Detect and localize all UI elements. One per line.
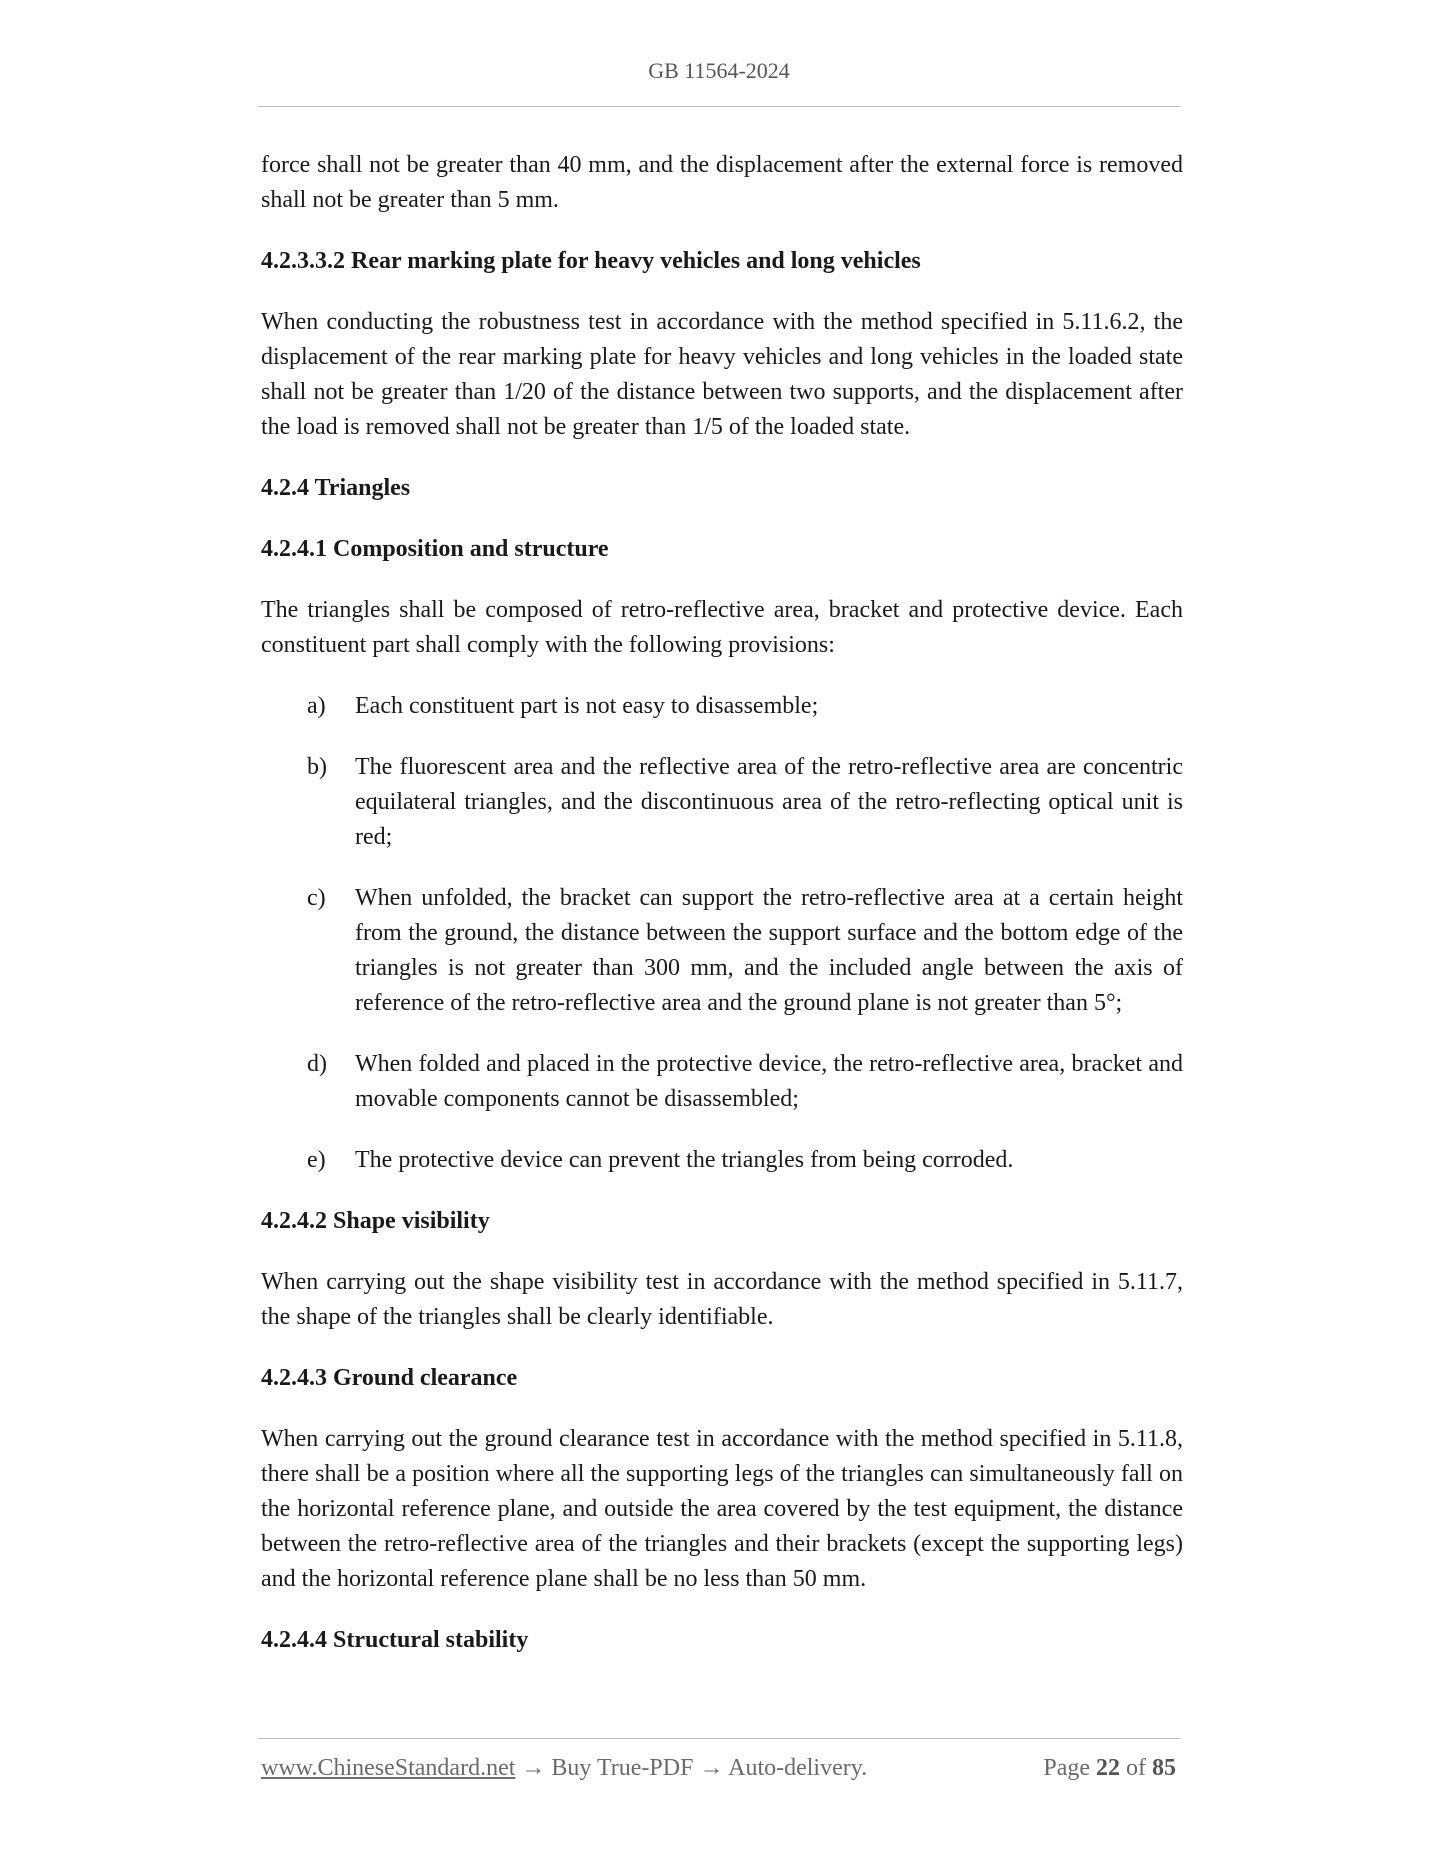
- paragraph-robustness-test: When conducting the robustness test in accordance with the method specified in 5.11.6.2, the displacement of the rear marking plate for heavy vehicles and long vehicles in the loaded state shall not be greater than 1/20 of the distance between two supports, and the displacement after the load is removed shall not be greater than 1/5 of the loaded state.: [261, 309, 1183, 440]
- paragraph-force-limit: force shall not be greater than 40 mm, and the displacement after the external force is removed shall not be greater than 5 mm.: [261, 152, 1183, 213]
- heading-4-2-4: 4.2.4 Triangles: [261, 475, 411, 501]
- footer-promo: [261, 1755, 867, 1782]
- list-item: [261, 1143, 1183, 1178]
- heading-4-2-4-4: 4.2.4.4 Structural stability: [261, 1627, 529, 1653]
- page-number: 22: [1096, 1755, 1120, 1781]
- page-indicator: [1043, 1755, 1176, 1782]
- heading-4-2-4-3: 4.2.4.3 Ground clearance: [261, 1365, 518, 1391]
- list-item: [261, 881, 1183, 1021]
- list-marker: a): [307, 693, 326, 719]
- list-item: [261, 750, 1183, 855]
- list-marker: d): [307, 1051, 327, 1077]
- list-item-text: When unfolded, the bracket can support the retro-reflective area at a certain height from the ground, the distance between the support surface and the bottom edge of the triangles is not greater than 300 mm, and the included angle between the axis of reference of the retro-reflective area and the ground plane is not greater than 5°;: [355, 885, 1183, 1016]
- list-item-text: The protective device can prevent the triangles from being corroded.: [355, 1147, 1014, 1173]
- heading-4-2-3-3-2: 4.2.3.3.2 Rear marking plate for heavy vehicles and long vehicles: [261, 248, 921, 274]
- list-marker: b): [307, 754, 327, 780]
- list-item: [261, 689, 1183, 724]
- paragraph-shape-visibility: When carrying out the shape visibility test in accordance with the method specified in 5.11.7, the shape of the triangles shall be clearly identifiable.: [261, 1269, 1183, 1330]
- page-label: Page: [1043, 1755, 1090, 1781]
- list-marker: e): [307, 1147, 326, 1173]
- provisions-list: [261, 689, 1183, 1178]
- document-body: [261, 148, 1183, 1684]
- of-label: of: [1126, 1755, 1146, 1781]
- list-marker: c): [307, 885, 326, 911]
- paragraph-ground-clearance: When carrying out the ground clearance test in accordance with the method specified in 5.11.8, there shall be a position where all the supporting legs of the triangles can simultaneously fall on the horizontal reference plane, and outside the area covered by the test equipment, the distance between the retro-reflective area of the triangles and their brackets (except the supporting legs) and the horizontal reference plane shall be no less than 50 mm.: [261, 1426, 1183, 1592]
- total-pages: 85: [1152, 1755, 1176, 1781]
- document-header-id: GB 11564-2024: [648, 58, 790, 83]
- page-footer: [261, 1755, 1180, 1789]
- list-item-text: When folded and placed in the protective device, the retro-reflective area, bracket and movable components cannot be disassembled;: [355, 1051, 1183, 1112]
- list-item: [261, 1047, 1183, 1117]
- paragraph-triangle-composition: The triangles shall be composed of retro-reflective area, bracket and protective device. Each constituent part shall comply with the following provisions:: [261, 597, 1183, 658]
- website-link[interactable]: www.ChineseStandard.net: [261, 1755, 516, 1781]
- footer-promo-text: → Buy True-PDF → Auto-delivery.: [515, 1755, 868, 1781]
- list-item-text: The fluorescent area and the reflective area of the retro-reflective area are concentric equilateral triangles, and the discontinuous area of the retro-reflecting optical unit is red;: [355, 754, 1183, 850]
- footer-divider: [258, 1738, 1180, 1739]
- list-item-text: Each constituent part is not easy to disassemble;: [355, 693, 819, 719]
- header-divider: [258, 106, 1180, 107]
- heading-4-2-4-1: 4.2.4.1 Composition and structure: [261, 536, 609, 562]
- heading-4-2-4-2: 4.2.4.2 Shape visibility: [261, 1208, 490, 1234]
